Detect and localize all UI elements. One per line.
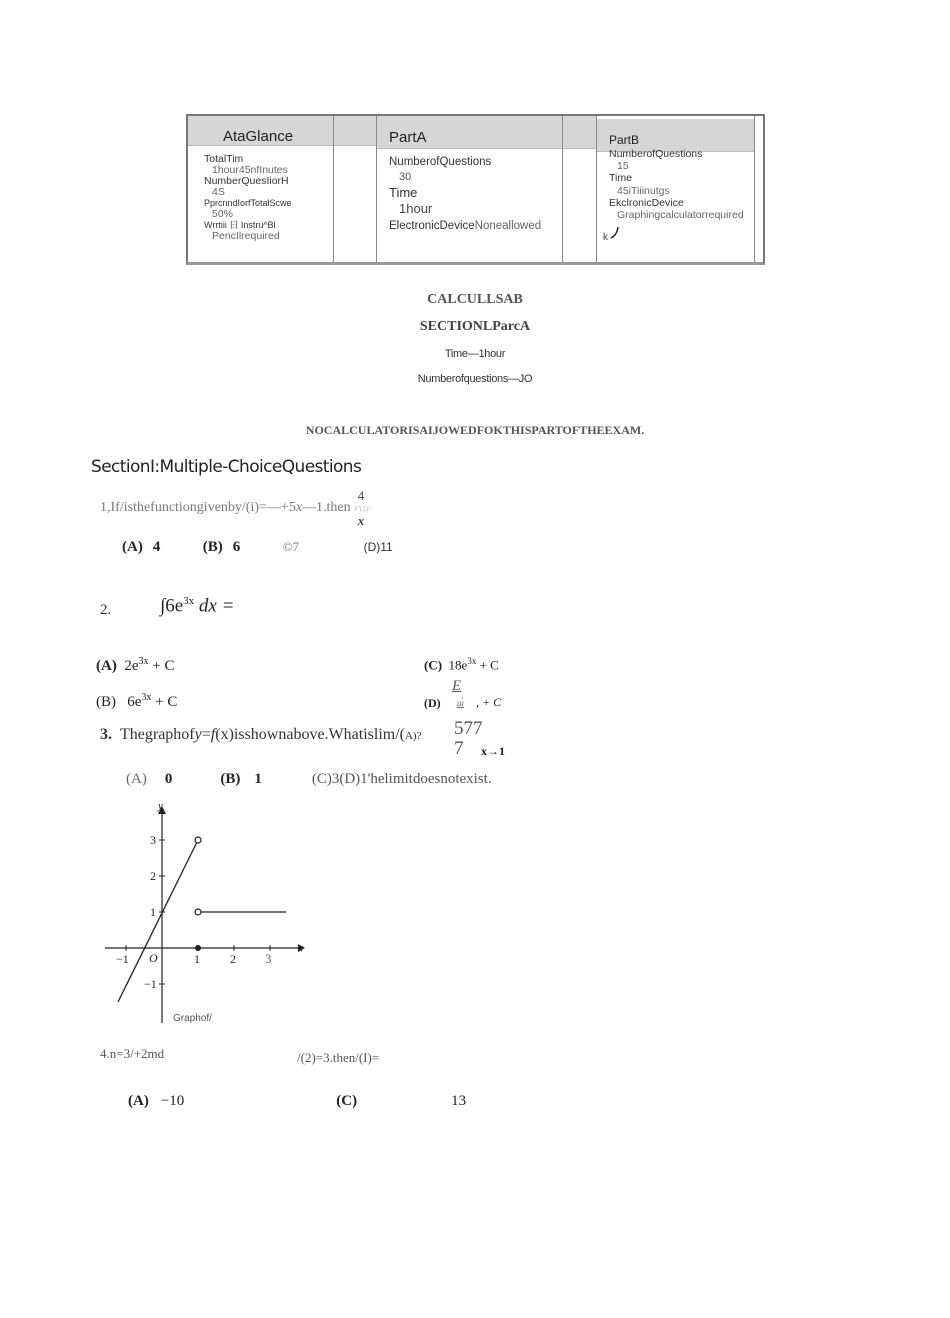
q3-option-letter: (A) [126,771,147,787]
q1-option-a-text: 4 [152,539,161,555]
glance-value: 1hour [399,201,433,216]
q2-option-text: 2e [124,658,139,674]
glance-value: 15 [617,160,629,172]
graph-open-point [195,909,201,915]
section-subtitle: SECTIONLParcA [419,319,531,334]
q1-option-d-text: 11 [380,540,393,554]
glance-column-part-b [597,116,755,262]
q3-stem-var: y [194,726,202,743]
graph-y-label: y [158,800,163,812]
q1-option-d-letter: (D) [363,540,381,554]
q3-stem-text: A)? [404,730,422,742]
q2-option-text: 18e [448,657,468,673]
q2-option-d-frac-mid: ш́ [457,698,464,708]
graph-x-label: x [298,942,303,954]
q1-option-b-letter: (B) [202,539,223,555]
q2-integral-expr: ∫6e [160,595,184,617]
q2-option-letter: (D) [424,696,441,710]
glance-column-overview [188,116,334,262]
q2-option-tail: + C [476,657,499,673]
q2-option-d [424,696,441,711]
q1-stem-text: —+5 [266,500,296,515]
glance-overview-title: AtaGlance [223,128,294,145]
graph-origin-label: O [149,951,158,965]
glance-part-a-title: PartA [389,129,427,146]
q1-option-c-text: ©7 [282,539,300,554]
q2-option-text: 6e [127,694,142,710]
graph-closed-point [195,945,201,951]
glance-part-b-title: PartB [609,133,640,147]
q2-option-tail: + C [148,658,175,674]
q2-option-c [424,656,499,673]
q2-exponent: 3x [183,595,195,607]
q3-stem-text: = [201,726,211,743]
glance-label: Wrrtiii 日 Instru^Bl [204,220,276,230]
glance-value: 1hour45nfInutes [212,164,288,176]
glance-column-header [188,116,333,146]
glance-column-header [563,116,596,149]
question-count-line: Numberofquestions—JO [417,373,533,385]
graph-x-tick-label: −1 [116,952,129,966]
glance-label: Time [609,172,632,184]
glance-column-header [377,116,562,149]
time-line: Time—1hour [444,348,506,360]
q4-option-text: 13 [451,1093,467,1109]
glance-footer-mark: k [603,232,608,243]
glance-value: 4S [212,186,225,198]
q3-stray-text: 577 [454,718,483,739]
q1-fraction [355,489,367,528]
glance-value: 45iTiiinutgs [617,185,670,197]
q2-option-d-frac-top: E [452,678,462,694]
q2-integral-tail: dx = [194,595,235,617]
glance-label: Time [389,185,418,200]
q1-stem-text: —1.then [302,500,351,515]
q2-option-letter: (C) [424,657,443,673]
q3-stem-text: (x)isshownabove.Whatislim/( [215,726,405,743]
q4-option-text: −10 [160,1093,185,1109]
q2-number: 2. [100,602,112,618]
q2-option-exp: 3x [467,656,477,666]
glance-label: NumberofQuestions [609,148,703,160]
q2-option-exp: 3x [141,692,152,703]
q2-option-exp: 3x [138,656,149,667]
glance-label: ElectronicDevice [389,220,475,232]
question-3-stem [100,726,421,744]
glance-column-part-a [377,116,563,262]
graph-y-tick-label: 1 [150,905,156,919]
graph-y-tick-label: −1 [144,977,157,991]
q2-option-letter: (A) [96,658,117,674]
q3-option-text: 1 [254,771,262,787]
q2-integral [160,595,234,617]
question-4-stem: 4.n=3/+2md [100,1046,165,1061]
q3-limit-subscript: x→1 [481,744,505,758]
checkmark-icon [608,226,622,240]
q3-option-letter: (B) [220,771,241,787]
q2-option-b [96,692,177,711]
q4-option-letter: (C) [336,1093,358,1109]
q1-options [122,538,393,556]
q3-graph [100,798,315,1033]
q3-stem-text: Thegraphof [120,726,195,743]
glance-value: Graphingcalculatorrequired [617,209,744,221]
glance-value: Noneallowed [474,220,542,232]
q2-option-d-tail: , + C [476,695,502,709]
at-a-glance-table [186,114,765,265]
q4-option-letter: (A) [128,1093,149,1109]
graph-caption: Graphof/ [173,1013,212,1024]
q2-option-tail: + C [151,694,178,710]
q1-stem-tail: F'(2)= [354,505,372,513]
graph-segment-left [118,842,197,1002]
glance-value: 30 [399,171,412,183]
glance-label: TotalTim [204,153,244,165]
glance-value: PencIlrequired [212,230,280,242]
graph-y-tick-label: 2 [150,869,156,883]
glance-column-header [334,116,376,146]
section-heading: SectionI:Multiple-ChoiceQuestions [91,457,362,477]
calculator-notice: NOCALCULATORISAIJOWEDFOKTHISPARTOFTHEEXAM. [305,423,645,437]
q3-options [126,770,492,788]
glance-spacer [334,116,377,262]
q1-option-b-text: 6 [232,539,241,555]
graph-x-tick-label: 3 [265,951,272,966]
q2-option-letter: (B) [96,694,116,710]
glance-label: NumberofQuestions [389,156,492,168]
glance-label: NumberQuesIiorH [204,175,289,187]
q1-fraction-numerator: 4 [357,488,365,503]
graph-x-tick-label: 2 [230,952,236,966]
graph-x-tick-label: 1 [194,952,200,966]
graph-open-point [195,837,201,843]
q1-stem-text: 1,If/isthefunctiongivenby/(i)= [100,500,267,515]
q3-option-text: 0 [164,771,173,787]
q2-option-a [96,656,174,675]
glance-spacer [563,116,597,262]
q3-stray-text: 7 [454,738,464,759]
q1-fraction-denominator: x [357,513,365,528]
q3-stem-var: f [210,726,216,743]
exam-title: CALCULLSAB [427,292,523,307]
q1-stem-var: x [295,500,303,515]
q3-number: 3. [100,726,112,743]
q3-options-rest: (C)3(D)1'helimitdoesnotexist. [311,771,492,787]
question-4-stem-b: /(2)=3.then/(I)= [297,1050,380,1065]
q1-option-a-letter: (A) [122,539,143,555]
q4-options [128,1092,466,1110]
glance-label: EkclronicDevice [609,197,684,209]
glance-value: 50% [212,208,234,220]
graph-y-tick-label: 3 [150,833,156,847]
glance-label: PprcnndIorfTotalScwe [204,198,292,208]
question-1-stem [100,500,372,516]
